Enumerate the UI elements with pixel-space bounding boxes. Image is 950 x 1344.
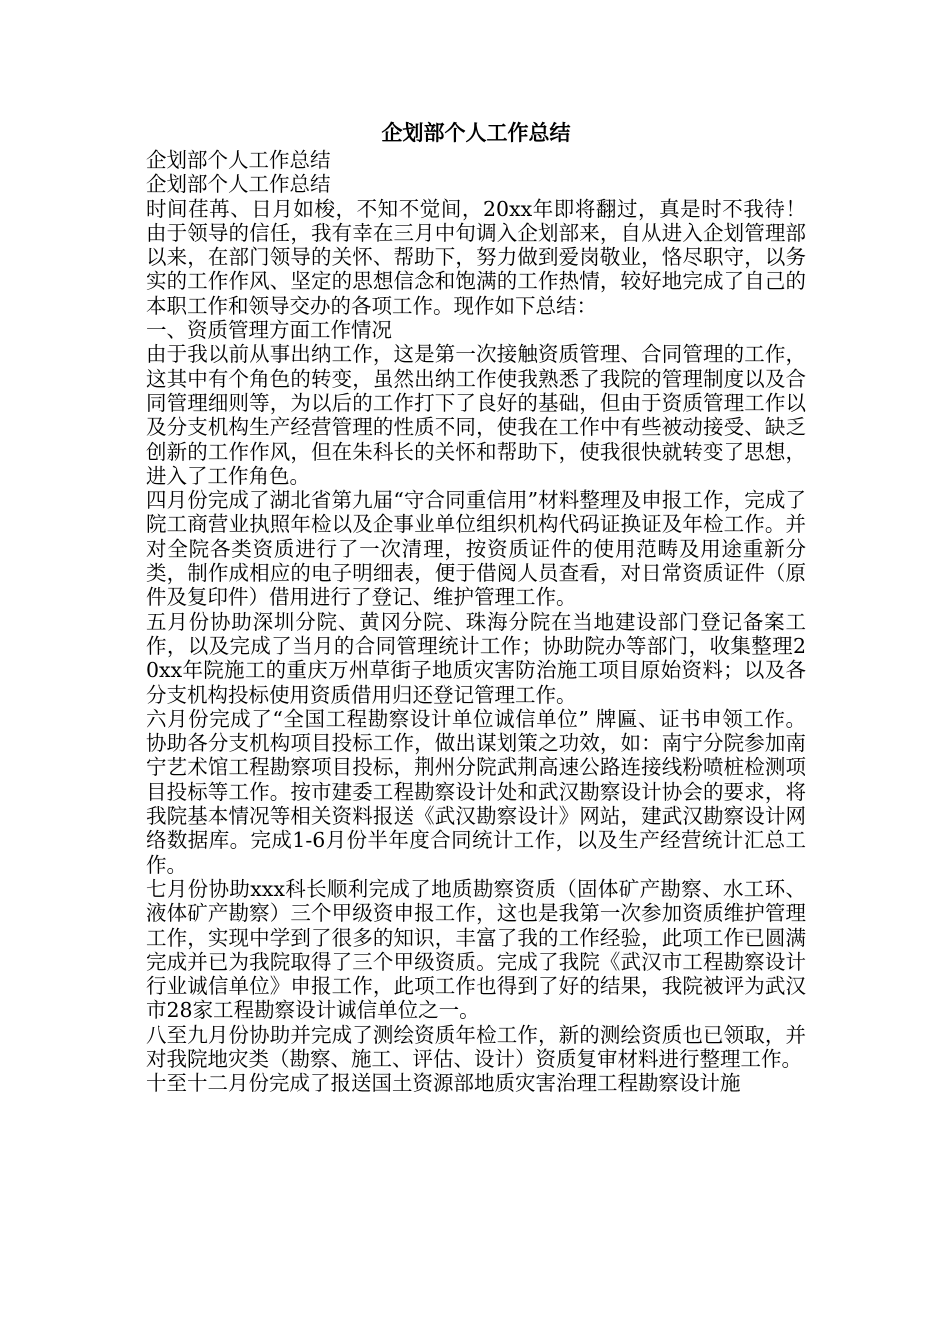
paragraph-subtitle-2: 企划部个人工作总结 [146,172,331,197]
document-page [146,118,806,1096]
paragraph-intro: 时间荏苒、日月如梭，不知不觉间，20xx年即将翻过，真是时不我待！由于领导的信任，我有幸在三月中旬调入企划部来，自从进入企划管理部以来，在部门领导的关怀、帮助下，努力做到爱岗敬业，恪尽职守，以务实的工作作风、坚定的思想信念和饱满的工作热情，较好地完成了自己的本职工作和领导交办的各项工作。现作如下总结： [146,196,806,318]
section-heading: 一、资质管理方面工作情况 [146,318,392,343]
document-title: 企划部个人工作总结 [381,120,571,145]
paragraph-subtitle-1: 企划部个人工作总结 [146,148,331,172]
paragraph-background: 由于我以前从事出纳工作，这是第一次接触资质管理、合同管理的工作，这其中有个角色的转变，虽然出纳工作使我熟悉了我院的管理制度以及合同管理细则等，为以后的工作打下了良好的基础，但由于资质管理工作以及分支机构生产经营管理的性质不同，使我在工作中有些被动接受、缺乏创新的工作作风，但在朱科长的关怀和帮助下，使我很快就转变了思想，进入了工作角色。 [146,342,806,488]
paragraph-oct-dec: 十至十二月份完成了报送国土资源部地质灾害治理工程勘察设计施 [146,1071,741,1096]
paragraph-may: 五月份协助深圳分院、黄冈分院、珠海分院在当地建设部门登记备案工作，以及完成了当月的合同管理统计工作；协助院办等部门，收集整理20xx年院施工的重庆万州草街子地质灾害防治施工项目原始资料；以及各分支机构投标使用资质借用归还登记管理工作。 [146,609,806,707]
paragraph-april: 四月份完成了湖北省第九届“守合同重信用”材料整理及申报工作，完成了院工商营业执照年检以及企事业单位组织机构代码证换证及年检工作。并对全院各类资质进行了一次清理，按资质证件的使用范畴及用途重新分类，制作成相应的电子明细表，便于借阅人员查看，对日常资质证件（原件及复印件）借用进行了登记、维护管理工作。 [146,488,806,610]
paragraph-july: 七月份协助xxx科长顺利完成了地质勘察资质（固体矿产勘察、水工环、液体矿产勘察）三个甲级资申报工作，这也是我第一次参加资质维护管理工作，实现中学到了很多的知识，丰富了我的工作经验，此项工作已圆满完成并已为我院取得了三个甲级资质。完成了我院《武汉市工程勘察设计行业诚信单位》申报工作，此项工作也得到了好的结果，我院被评为武汉市28家工程勘察设计诚信单位之一。 [146,876,806,1023]
paragraph-june: 六月份完成了“全国工程勘察设计单位诚信单位” 牌匾、证书申领工作。协助各分支机构项目投标工作，做出谋划策之功效，如：南宁分院参加南宁艺术馆工程勘察项目投标，荆州分院武荆高速公路连接线粉喷桩检测项目投标等工作。按市建委工程勘察设计处和武汉勘察设计协会的要求，将我院基本情况等相关资料报送《武汉勘察设计》网站，建武汉勘察设计网络数据库。完成1-6月份半年度合同统计工作，以及生产经营统计汇总工作。 [146,706,806,877]
paragraph-aug-sep: 八至九月份协助并完成了测绘资质年检工作，新的测绘资质也已领取，并对我院地灾类（勘察、施工、评估、设计）资质复审材料进行整理工作。 [146,1022,806,1071]
